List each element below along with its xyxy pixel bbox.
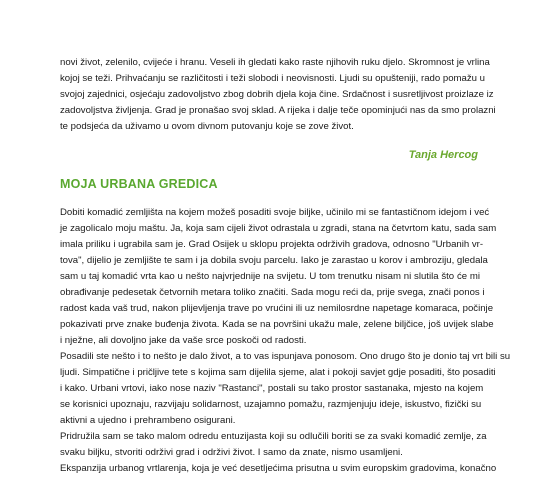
- text-line: kojoj se teži. Prihvaćanju se različitosti i teži slobodi i neovisnosti. Ljudi su opušteniji, rado pomažu u: [60, 73, 486, 84]
- intro-paragraph: [60, 55, 496, 135]
- text-line: Ekspanzija urbanog vrtlarenja, koja je već desetljećima prisutna u svim europskim gradovima, konačno: [60, 463, 497, 474]
- text-line: ljudi. Simpatične i pričljive tete s kojima sam dijelila sjeme, alat i pokoji savjet gdje posaditi, što posaditi: [60, 367, 496, 378]
- text-line: novi život, zelenilo, cvijeće i hranu. Veseli ih gledati kako raste njihovih ruku djelo. Skromnost je vrlina: [60, 57, 490, 68]
- text-line: pokazivati prve znake buđenja života. Kada se na površini ukažu male, zelene biljčice, još uvijek slabe: [60, 319, 494, 330]
- author-signature: Tanja Hercog: [408, 149, 478, 161]
- text-line: tova", dijelio je zemljište te sam i ja dobila svoju parcelu. Iako je zarastao u korov i ambroziju, gledala: [60, 255, 488, 266]
- text-line: i kako. Urbani vrtovi, iako nose naziv "Rastanci", postali su tako prostor sastanaka, mjesto na kojem: [60, 383, 484, 394]
- text-line: radost kada vaš trud, nakon plijevljenja trave po vrućini ili uz nemilosrdne napetage komaraca, počinje: [60, 303, 494, 314]
- section-heading: MOJA URBANA GREDICA: [60, 177, 218, 191]
- text-line: Dobiti komadić zemljišta na kojem možeš posaditi svoje biljke, učinilo mi se fantastičnom idejom i već: [60, 207, 490, 218]
- text-line: je zagolicalo moju maštu. Ja, koja sam cijeli život odrastala u zgradi, stana na četvrtom katu, sada sam: [60, 223, 497, 234]
- text-line: obrađivanje pedesetak četvornih metara toliko značiti. Sada mogu reći da, prije svega, znači ponos i: [60, 287, 485, 298]
- text-line: se korisnici upoznaju, razvijaju solidarnost, uzajamno pomažu, razmjenjuju ideje, iskustvo, fizički su: [60, 399, 482, 410]
- text-line: zadovoljstva življenja. Grad je pronašao svoj sklad. A rijeka i dalje teče opominjući nas da smo prolazni: [60, 105, 496, 116]
- text-line: i nježne, ali dovoljno jake da vaše srce poskoči od radosti.: [60, 335, 307, 346]
- text-line: Posadili ste nešto i to nešto je dalo život, a to vas ispunjava ponosom. Ono drugo što je donio taj vrt bili su: [60, 351, 511, 362]
- body-text: [60, 205, 511, 477]
- text-line: te podsjeća da uživamo u ovom divnom putovanju koje se zove život.: [60, 121, 354, 132]
- text-line: Pridružila sam se tako malom odredu entuzijasta koji su odlučili boriti se za svaki komadić zemlje, za: [60, 431, 487, 442]
- text-line: sam u taj komadić vrta kao u nešto najvrjednije na svijetu. U tom trenutku nisam ni slutila što će mi: [60, 271, 480, 282]
- text-line: imala priliku i ugrabila sam je. Grad Osijek u sklopu projekta održivih gradova, odnosno "Urbanih vr-: [60, 239, 484, 250]
- text-line: svaku biljku, stvoriti održivi grad i održivi život. I samo da znate, nismo usamljeni.: [60, 447, 403, 458]
- text-line: aktivni a ujedno i prehrambeno osigurani.: [60, 415, 236, 426]
- text-line: svojoj zajednici, osjećaju zadovoljstvo zbog dobrih djela koja čine. Srdačnost i susretljivost proizlaze iz: [60, 89, 494, 100]
